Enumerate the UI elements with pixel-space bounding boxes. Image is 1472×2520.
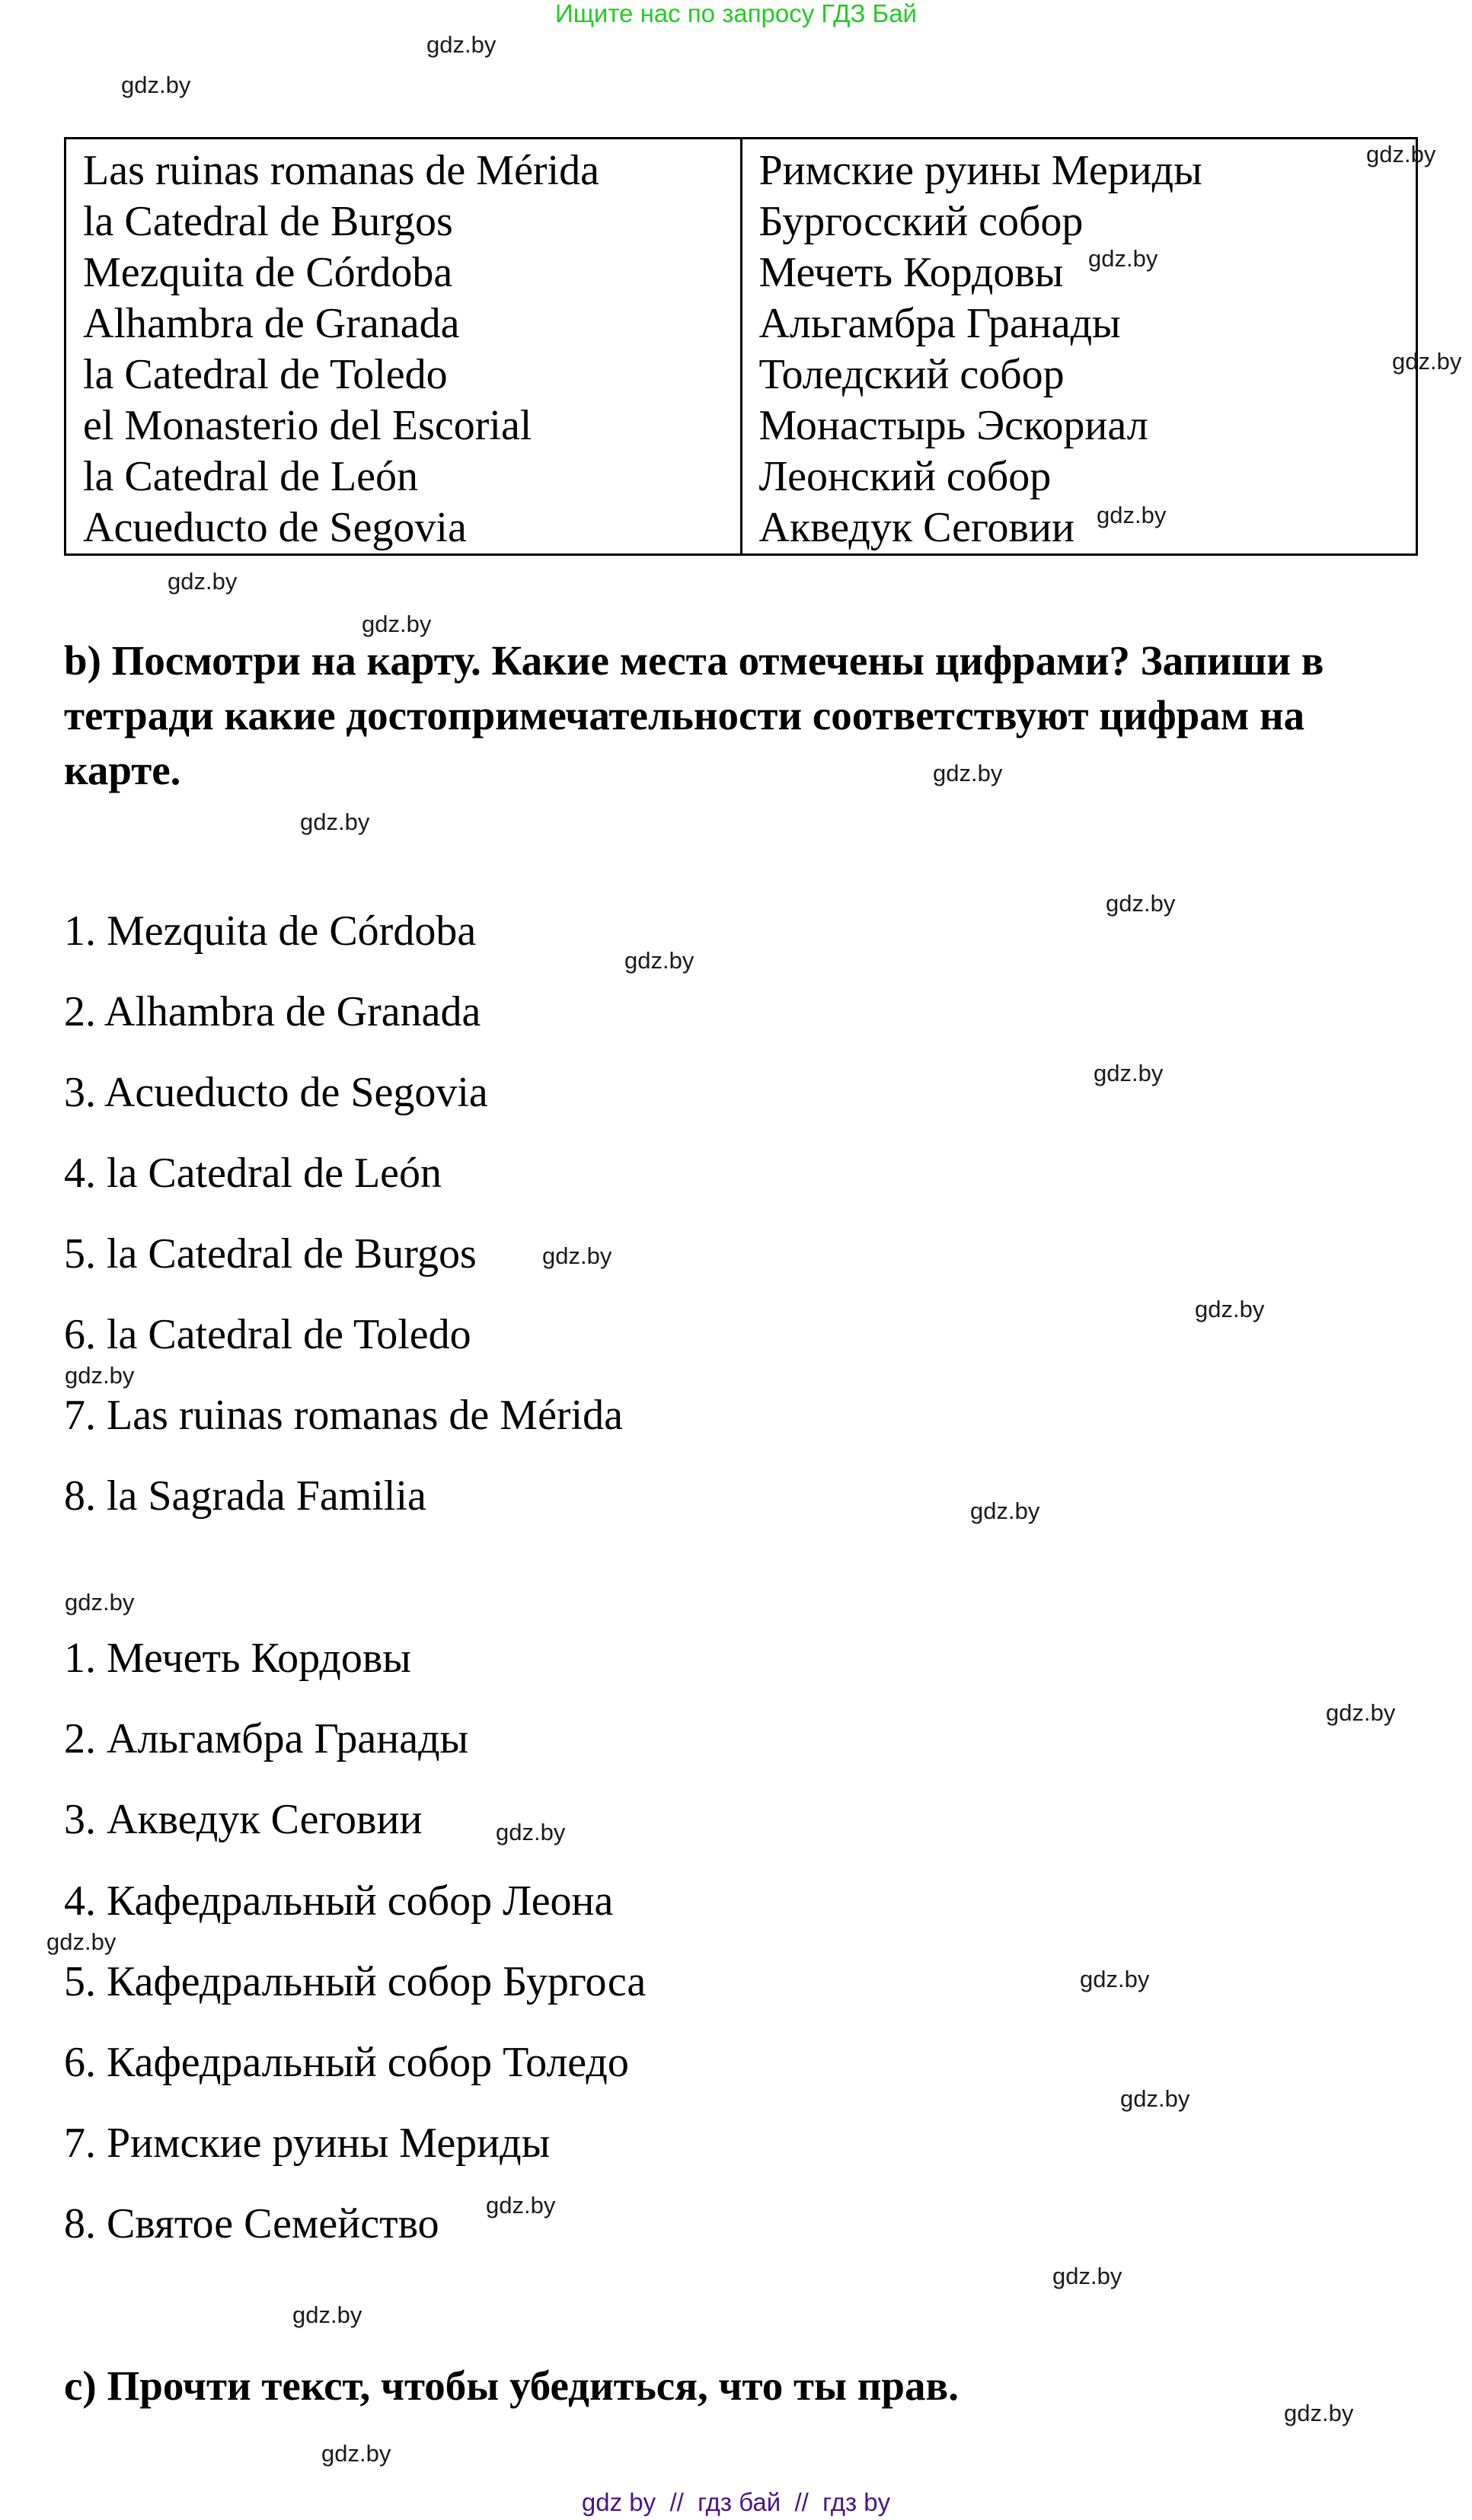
answer-ru-item: 2. Альгамбра Гранады (64, 1715, 469, 1762)
russian-term: Римские руины Мериды (758, 147, 1202, 194)
watermark: gdz.by (933, 760, 1003, 786)
spanish-term: la Catedral de Burgos (83, 198, 453, 245)
watermark: gdz.by (1106, 890, 1176, 917)
russian-column (741, 139, 1417, 555)
watermark: gdz.by (624, 947, 694, 974)
watermark: gdz.by (1097, 502, 1167, 528)
watermark: gdz.by (362, 611, 432, 637)
search-prompt-link[interactable]: Ищите нас по запросу ГДЗ Бай (555, 0, 917, 27)
watermark: gdz.by (1080, 1966, 1150, 1992)
answer-ru-item: 4. Кафедральный собор Леона (64, 1877, 614, 1925)
russian-term: Мечеть Кордовы (758, 249, 1064, 296)
answer-ru-item: 5. Кафедральный собор Бургоса (64, 1958, 647, 2005)
spanish-term: la Catedral de Toledo (83, 351, 448, 398)
russian-term: Леонский собор (758, 453, 1052, 500)
watermark: gdz.by (542, 1242, 612, 1269)
footer-links[interactable]: gdz by // гдз бай // гдз by (581, 2488, 891, 2516)
watermark: gdz.by (300, 809, 370, 835)
russian-term: Монастырь Эскориал (758, 402, 1148, 449)
answer-ru-item: 6. Кафедральный собор Толедо (64, 2039, 629, 2086)
watermark: gdz.by (486, 2192, 556, 2219)
spanish-term: Mezquita de Córdoba (83, 249, 453, 296)
answer-es-item: 6. la Catedral de Toledo (64, 1311, 471, 1358)
watermark: gdz.by (65, 1362, 135, 1389)
watermark: gdz.by (1052, 2263, 1122, 2289)
answer-ru-item: 7. Римские руины Мериды (64, 2120, 551, 2167)
watermark: gdz.by (1195, 1296, 1265, 1322)
answer-es-item: 2. Alhambra de Granada (64, 988, 481, 1035)
watermark: gdz.by (970, 1498, 1040, 1524)
answer-es-item: 3. Acueducto de Segovia (64, 1069, 488, 1116)
answer-es-item: 5. la Catedral de Burgos (64, 1230, 477, 1278)
watermark: gdz.by (121, 72, 191, 98)
answer-es-item: 7. Las ruinas romanas de Mérida (64, 1392, 623, 1439)
watermark: gdz.by (65, 1589, 135, 1616)
watermark: gdz.by (1094, 1060, 1164, 1086)
spanish-term: Acueducto de Segovia (83, 504, 467, 551)
answer-ru-item: 8. Святое Семейство (64, 2200, 439, 2247)
answer-ru-item: 3. Акведук Сеговии (64, 1796, 423, 1843)
answer-es-item: 4. la Catedral de León (64, 1150, 442, 1197)
spanish-column (65, 139, 742, 555)
answer-ru-item: 1. Мечеть Кордовы (64, 1635, 411, 1682)
watermark: gdz.by (46, 1928, 117, 1955)
watermark: gdz.by (321, 2440, 391, 2467)
section-b-heading: b) Посмотри на карту. Какие места отмечены цифрами? Запиши в тетради какие достопримечательности соответствуют цифрам на карте. (64, 637, 1324, 793)
spanish-term: la Catedral de León (83, 453, 419, 500)
watermark: gdz.by (1326, 1699, 1396, 1726)
russian-term: Толедский собор (758, 351, 1065, 398)
watermark: gdz.by (1366, 141, 1436, 167)
vocabulary-table (64, 137, 1418, 556)
watermark: gdz.by (168, 568, 238, 595)
watermark: gdz.by (426, 31, 497, 58)
watermark: gdz.by (292, 2301, 362, 2328)
russian-term: Бургосский собор (758, 198, 1084, 245)
watermark: gdz.by (1284, 2400, 1354, 2426)
section-c-heading: c) Прочти текст, чтобы убедиться, что ты прав. (64, 2362, 959, 2409)
answer-es-item: 8. la Sagrada Familia (64, 1472, 426, 1520)
spanish-term: Las ruinas romanas de Mérida (83, 147, 599, 194)
watermark: gdz.by (1120, 2085, 1190, 2112)
russian-term: Альгамбра Гранады (758, 300, 1121, 347)
watermark: gdz.by (1392, 348, 1462, 375)
watermark: gdz.by (496, 1819, 566, 1845)
answer-es-item: 1. Mezquita de Córdoba (64, 908, 477, 955)
russian-term: Акведук Сеговии (758, 504, 1074, 551)
spanish-term: el Monasterio del Escorial (83, 402, 532, 449)
watermark: gdz.by (1088, 245, 1158, 272)
spanish-term: Alhambra de Granada (83, 300, 460, 347)
